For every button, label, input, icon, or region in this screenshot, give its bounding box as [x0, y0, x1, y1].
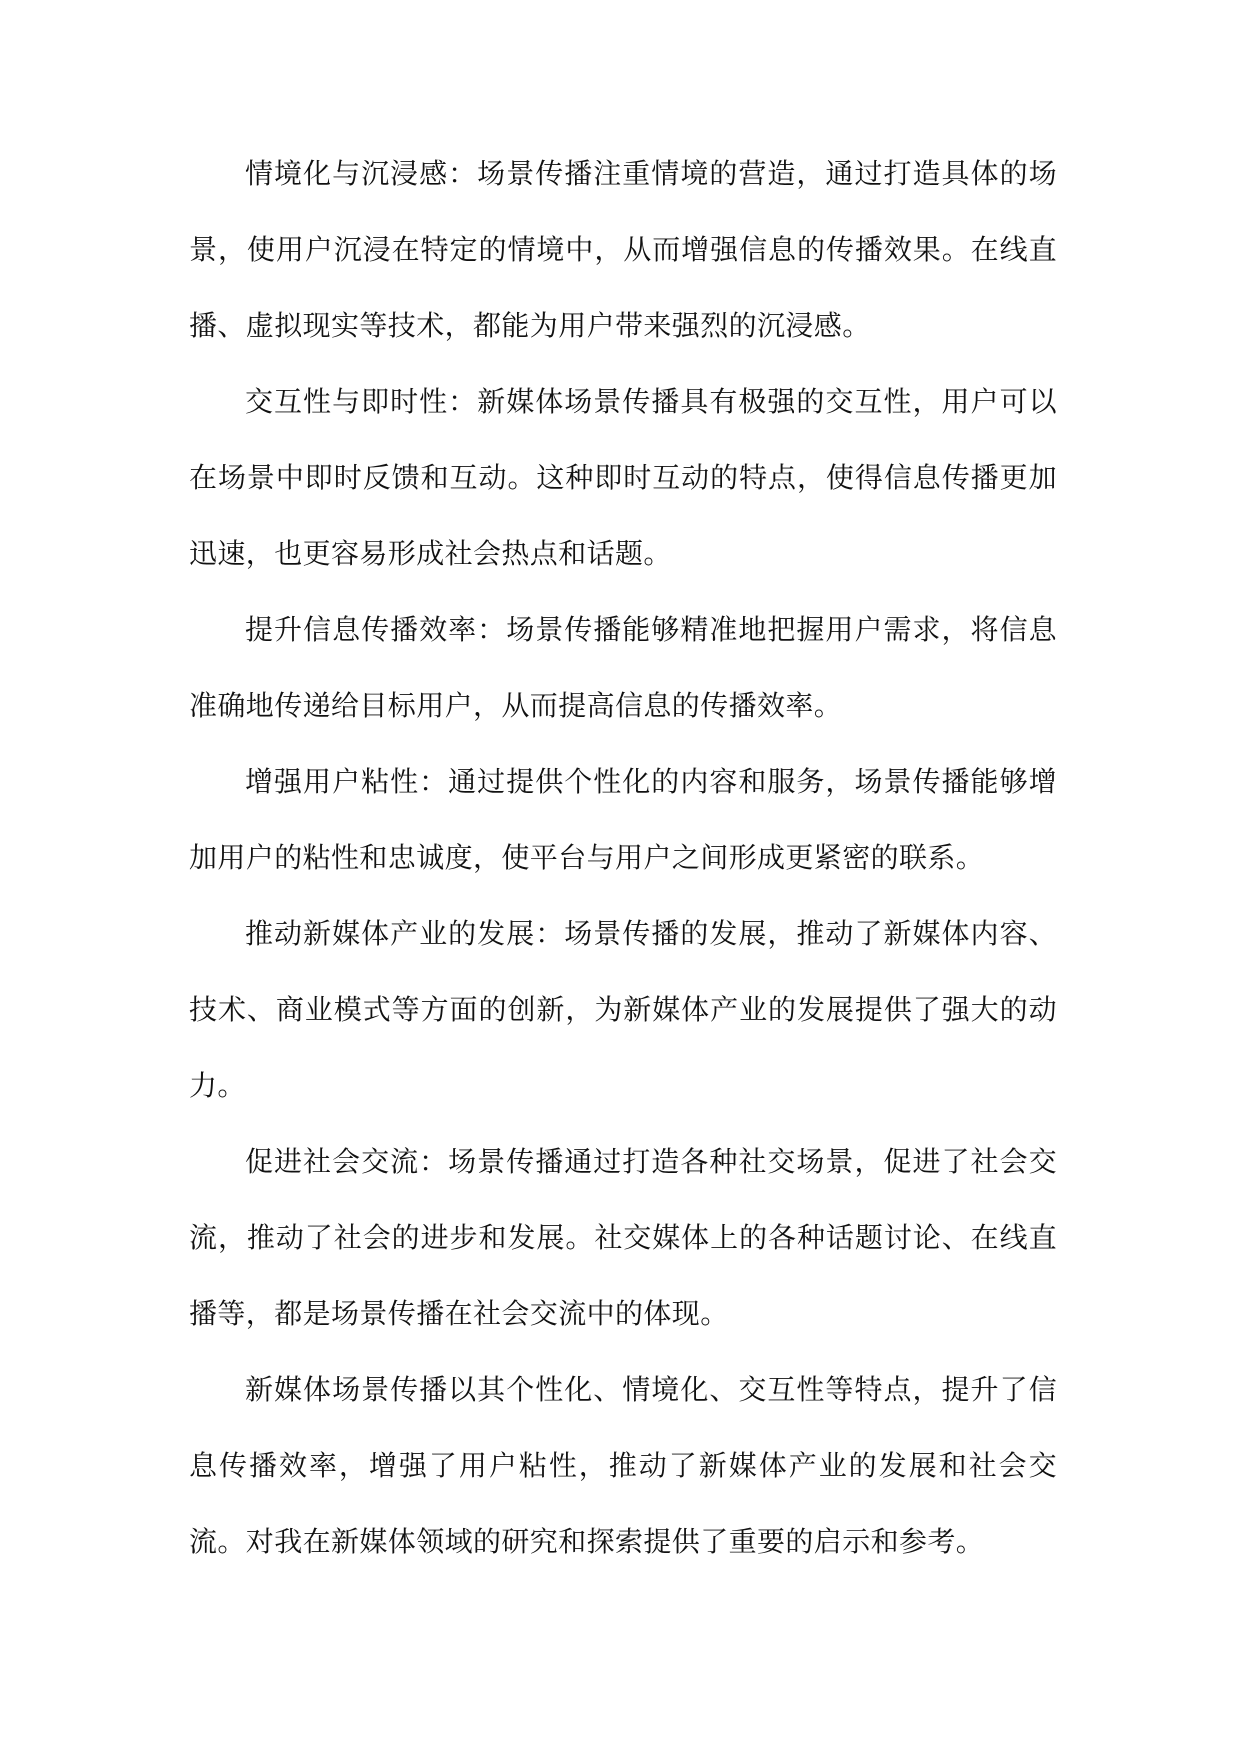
paragraph-interactivity: 交互性与即时性：新媒体场景传播具有极强的交互性，用户可以在场景中即时反馈和互动。这种即时互动的特点，使得信息传播更加迅速，也更容易形成社会热点和话题。 [189, 385, 1057, 570]
paragraph-social-exchange: 促进社会交流：场景传播通过打造各种社交场景，促进了社会交流，推动了社会的进步和发展。社交媒体上的各种话题讨论、在线直播等，都是场景传播在社会交流中的体现。 [189, 1145, 1057, 1330]
paragraph-industry-development: 推动新媒体产业的发展：场景传播的发展，推动了新媒体内容、技术、商业模式等方面的创新，为新媒体产业的发展提供了强大的动力。 [189, 917, 1057, 1102]
paragraph-user-stickiness: 增强用户粘性：通过提供个性化的内容和服务，场景传播能够增加用户的粘性和忠诚度，使平台与用户之间形成更紧密的联系。 [189, 765, 1057, 874]
paragraph-immersion: 情境化与沉浸感：场景传播注重情境的营造，通过打造具体的场景，使用户沉浸在特定的情境中，从而增强信息的传播效果。在线直播、虚拟现实等技术，都能为用户带来强烈的沉浸感。 [189, 157, 1057, 342]
document-body [189, 136, 1057, 1580]
paragraph-efficiency: 提升信息传播效率：场景传播能够精准地把握用户需求，将信息准确地传递给目标用户，从而提高信息的传播效率。 [189, 613, 1057, 722]
paragraph-conclusion: 新媒体场景传播以其个性化、情境化、交互性等特点，提升了信息传播效率，增强了用户粘性，推动了新媒体产业的发展和社会交流。对我在新媒体领域的研究和探索提供了重要的启示和参考。 [189, 1373, 1057, 1558]
